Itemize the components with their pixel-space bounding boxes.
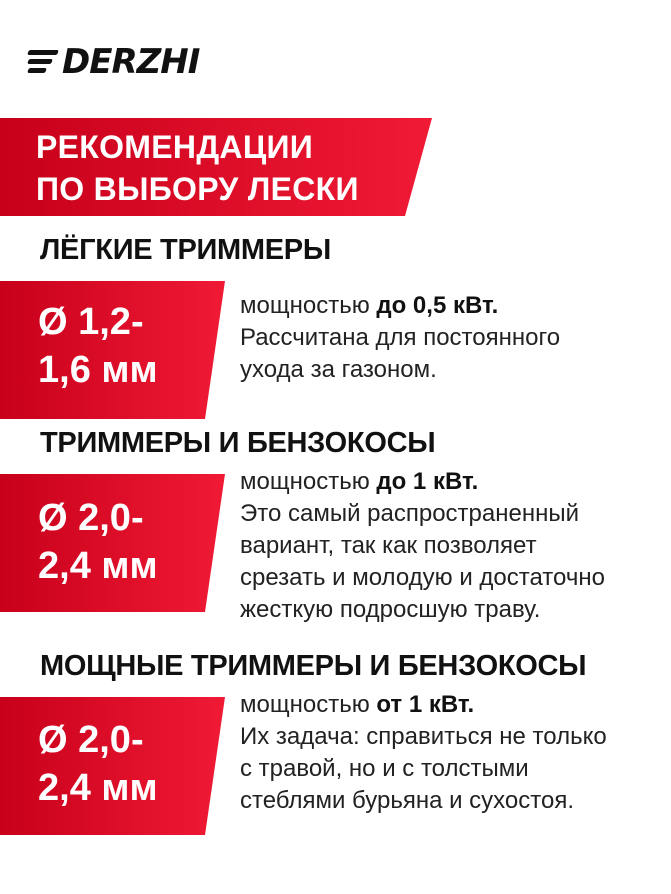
description-line: Их задача: справиться не только [240, 723, 607, 750]
diameter-line-1: Ø 1,2- [38, 301, 144, 343]
power-line [240, 689, 607, 721]
diameter-line-2: 2,4 мм [38, 545, 158, 587]
power-prefix: мощностью [240, 292, 377, 319]
description-trimmers-brushcutters [240, 466, 605, 626]
description-line: срезать и молодую и достаточно [240, 564, 605, 591]
description-light-trimmers [240, 290, 560, 386]
power-value: до 1 кВт. [376, 468, 479, 495]
description-line: вариант, так как позволяет [240, 532, 537, 559]
page-title-line-2: ПО ВЫБОРУ ЛЕСКИ [36, 171, 359, 207]
power-prefix: мощностью [240, 691, 377, 718]
description-line: Это самый распространенный [240, 500, 579, 527]
speed-lines-icon [28, 42, 68, 82]
section-title-powerful-trimmers: МОЩНЫЕ ТРИММЕРЫ И БЕНЗОКОСЫ [40, 650, 587, 682]
power-value: до 0,5 кВт. [376, 292, 499, 319]
section-title-light-trimmers: ЛЁГКИЕ ТРИММЕРЫ [40, 234, 331, 266]
description-line: Рассчитана для постоянного [240, 324, 561, 351]
diameter-line-1: Ø 2,0- [38, 719, 144, 761]
line-diameter-powerful-trimmers [38, 716, 158, 812]
line-diameter-trimmers-brushcutters [38, 494, 158, 590]
page-title-line-1: РЕКОМЕНДАЦИИ [36, 129, 314, 165]
power-value: от 1 кВт. [376, 691, 475, 718]
description-line: ухода за газоном. [240, 356, 437, 383]
description-powerful-trimmers [240, 689, 607, 817]
page-title [36, 126, 359, 210]
power-prefix: мощностью [240, 468, 377, 495]
description-line: стеблями бурьяна и сухостоя. [240, 787, 574, 814]
power-line [240, 290, 560, 322]
brand-logo [28, 40, 199, 84]
brand-name: DERZHI [62, 42, 200, 82]
line-diameter-light-trimmers [38, 298, 158, 394]
power-line [240, 466, 605, 498]
diameter-line-2: 2,4 мм [38, 767, 158, 809]
description-line: с травой, но и с толстыми [240, 755, 529, 782]
diameter-line-1: Ø 2,0- [38, 497, 144, 539]
description-line: жесткую подросшую траву. [240, 596, 541, 623]
section-title-trimmers-brushcutters: ТРИММЕРЫ И БЕНЗОКОСЫ [40, 427, 436, 459]
diameter-line-2: 1,6 мм [38, 349, 158, 391]
